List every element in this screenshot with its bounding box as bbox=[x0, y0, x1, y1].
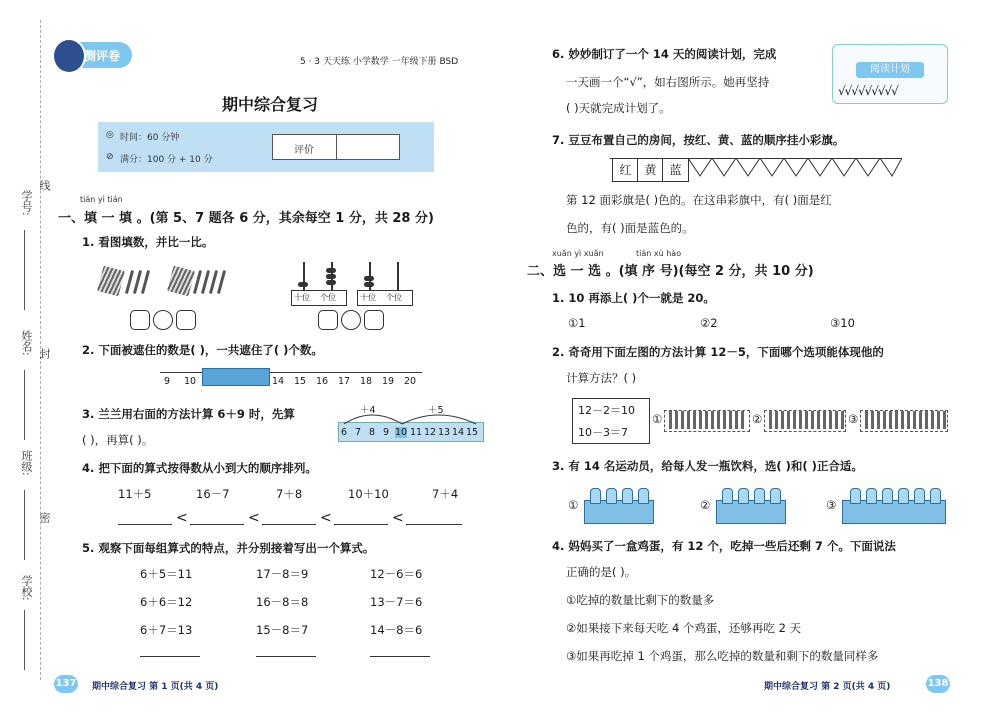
badge-label: 测评卷 bbox=[84, 49, 121, 63]
bottle-icon bbox=[738, 488, 749, 504]
class-label: 班级: bbox=[20, 450, 33, 476]
stick-icon bbox=[699, 411, 702, 429]
s2q2-text-2: 计算方法？( ) bbox=[566, 371, 637, 385]
stick-icon bbox=[793, 411, 796, 429]
binding-margin bbox=[0, 0, 51, 711]
student-id-line bbox=[24, 230, 25, 310]
stick-icon bbox=[907, 411, 910, 429]
stick-icon bbox=[823, 411, 826, 429]
less-than-sign: < bbox=[176, 510, 188, 526]
sticks-option-1 bbox=[664, 410, 750, 432]
flag-blue: 蓝 bbox=[662, 158, 689, 182]
ones-label: 个位 bbox=[320, 293, 336, 302]
bottle-icon bbox=[770, 488, 781, 504]
stick-icon bbox=[919, 411, 922, 429]
answer-blank[interactable] bbox=[256, 656, 316, 657]
section2-title: 二、选 一 选 。(填 序 号)(每空 2 分，共 10 分) bbox=[527, 264, 814, 279]
stick-icon bbox=[871, 411, 874, 429]
q5-text: 5. 观察下面每组算式的特点，并分别接着写出一个算式。 bbox=[82, 541, 375, 555]
bottle-icon bbox=[850, 488, 861, 504]
stick-icon bbox=[865, 411, 868, 429]
q5-eq: 15－8＝7 bbox=[256, 623, 309, 637]
stick-icon bbox=[687, 411, 690, 429]
section1-pinyin: tián yì tián bbox=[80, 195, 123, 204]
tick-label: 9 bbox=[164, 376, 171, 387]
less-than-sign: < bbox=[320, 510, 332, 526]
clock-icon: ◎ bbox=[106, 130, 114, 140]
stick-icon bbox=[925, 411, 928, 429]
q3-text-2: ( )，再算( )。 bbox=[82, 433, 154, 447]
q5-eq: 13－7＝6 bbox=[370, 595, 423, 609]
school-line bbox=[24, 610, 25, 670]
stick-bundle-icon bbox=[167, 266, 195, 297]
s2q4-text-2: 正确的是( )。 bbox=[566, 565, 637, 579]
tick-label: 18 bbox=[360, 376, 373, 387]
bind-mark-mi: 密 bbox=[38, 512, 51, 523]
stick-icon bbox=[693, 411, 696, 429]
stick-icon bbox=[835, 411, 838, 429]
q5-eq: 17－8＝9 bbox=[256, 567, 309, 581]
stick-icon bbox=[741, 411, 744, 429]
s2q1-opt: ①1 bbox=[568, 316, 586, 330]
calc-line-2: 10－3＝7 bbox=[578, 426, 628, 439]
bind-mark-feng: 封 bbox=[38, 348, 51, 359]
stick-icon bbox=[841, 411, 844, 429]
s2q4-text-1: 4. 妈妈买了一盒鸡蛋，有 12 个，吃掉一些后还剩 7 个。下面说法 bbox=[552, 539, 896, 553]
stick-icon bbox=[787, 411, 790, 429]
stick-icon bbox=[811, 411, 814, 429]
q4-expr: 10＋10 bbox=[348, 487, 389, 501]
q4-text: 4. 把下面的算式按得数从小到大的顺序排列。 bbox=[82, 461, 317, 475]
q5-eq: 6＋7＝13 bbox=[140, 623, 193, 637]
strip-number: 15 bbox=[466, 427, 479, 438]
tick-label: 15 bbox=[294, 376, 307, 387]
ones-label: 个位 bbox=[386, 293, 402, 302]
strip-number-highlight: 10 bbox=[395, 427, 408, 438]
calc-line-1: 12－2＝10 bbox=[578, 404, 635, 417]
answer-blank[interactable] bbox=[370, 656, 430, 657]
abacus-bead bbox=[326, 274, 336, 279]
q4-expr: 16－7 bbox=[196, 487, 230, 501]
stick-icon bbox=[769, 411, 772, 429]
tick-label: 17 bbox=[338, 376, 351, 387]
stick-icon bbox=[705, 411, 708, 429]
strip-number: 9 bbox=[383, 427, 390, 438]
strip-number: 11 bbox=[410, 427, 423, 438]
stick-icon bbox=[805, 411, 808, 429]
abacus-bead bbox=[364, 282, 374, 287]
q5-eq: 6＋5＝11 bbox=[140, 567, 193, 581]
stick-icon bbox=[735, 411, 738, 429]
strip-number: 8 bbox=[369, 427, 376, 438]
q2-text: 2. 下面被遮住的数是( )，一共遮住了( )个数。 bbox=[82, 343, 323, 357]
s2q2-text-1: 2. 奇奇用下面左图的方法计算 12－5，下面哪个选项能体现他的 bbox=[552, 345, 884, 359]
q5-eq: 16－8＝8 bbox=[256, 595, 309, 609]
stick-icon bbox=[889, 411, 892, 429]
q5-eq: 12－6＝6 bbox=[370, 567, 423, 581]
answer-blank[interactable] bbox=[190, 524, 244, 525]
abacus-bead bbox=[298, 282, 308, 287]
q1-text: 1. 看图填数，并比一比。 bbox=[82, 235, 214, 249]
stick-icon bbox=[895, 411, 898, 429]
flag-red: 红 bbox=[612, 158, 639, 182]
stick-icon bbox=[817, 411, 820, 429]
arc-label: ＋4 bbox=[360, 405, 376, 416]
stick-icon bbox=[877, 411, 880, 429]
s2q1-text: 1. 10 再添上( )个一就是 20。 bbox=[552, 291, 715, 305]
sticks-option-2 bbox=[764, 410, 846, 432]
stick-icon bbox=[931, 411, 934, 429]
stick-icon bbox=[937, 411, 940, 429]
bottle-icon bbox=[882, 488, 893, 504]
answer-box[interactable] bbox=[364, 310, 384, 330]
stick-icon bbox=[141, 270, 150, 294]
s2q1-opt: ②2 bbox=[700, 316, 718, 330]
covered-numbers-bar bbox=[202, 368, 270, 386]
sticks-option-3 bbox=[860, 410, 948, 432]
stick-icon bbox=[681, 411, 684, 429]
q4-expr: 7＋4 bbox=[432, 487, 459, 501]
answer-blank[interactable] bbox=[140, 656, 200, 657]
less-than-sign: < bbox=[248, 510, 260, 526]
check-icon: ⊘ bbox=[106, 152, 114, 162]
strip-number: 6 bbox=[341, 427, 348, 438]
strip-number: 13 bbox=[438, 427, 451, 438]
flag-yellow: 黄 bbox=[637, 158, 664, 182]
series-header: 5 · 3 天天练 小学数学 一年级下册 BSD bbox=[300, 57, 459, 67]
bottle-icon bbox=[722, 488, 733, 504]
s2q2-opt: ② bbox=[752, 412, 763, 426]
s2q4-opt-2: ②如果接下来每天吃 4 个鸡蛋，还够再吃 2 天 bbox=[566, 621, 802, 635]
s2q4-opt-1: ①吃掉的数量比剩下的数量多 bbox=[566, 593, 715, 607]
number-line bbox=[160, 372, 422, 373]
stick-icon bbox=[829, 411, 832, 429]
q7-text-3: 色的，有( )面是蓝色的。 bbox=[566, 221, 694, 235]
abacus-base bbox=[291, 290, 347, 306]
q5-eq: 6＋6＝12 bbox=[140, 595, 193, 609]
q3-text-1: 3. 兰兰用右面的方法计算 6＋9 时，先算 bbox=[82, 407, 295, 421]
tick-label: 14 bbox=[272, 376, 285, 387]
stick-icon bbox=[675, 411, 678, 429]
abacus-bead bbox=[326, 268, 336, 273]
stick-icon bbox=[913, 411, 916, 429]
s2q2-opt: ① bbox=[652, 412, 663, 426]
stick-icon bbox=[729, 411, 732, 429]
reading-plan-title: 阅读计划 bbox=[856, 62, 924, 78]
compare-circle[interactable] bbox=[341, 310, 361, 330]
footer-right-text: 期中综合复习 第 2 页(共 4 页) bbox=[764, 682, 891, 692]
tick-label: 16 bbox=[316, 376, 329, 387]
s2q3-opt: ① bbox=[568, 498, 579, 512]
school-label: 学校: bbox=[20, 575, 33, 601]
less-than-sign: < bbox=[392, 510, 404, 526]
class-line bbox=[24, 490, 25, 560]
time-limit: 时间：60 分钟 bbox=[120, 133, 180, 143]
name-line bbox=[24, 370, 25, 440]
stick-icon bbox=[781, 411, 784, 429]
stick-icon bbox=[711, 411, 714, 429]
q4-expr: 7＋8 bbox=[276, 487, 303, 501]
strip-number: 14 bbox=[452, 427, 465, 438]
s2q4-opt-3: ③如果再吃掉 1 个鸡蛋，那么吃掉的数量和剩下的数量同样多 bbox=[566, 649, 879, 663]
reading-plan-checks: √√√√√√√√√ bbox=[838, 84, 898, 98]
section2-pinyin-2: tián xù hào bbox=[636, 249, 682, 258]
footer-left-text: 期中综合复习 第 1 页(共 4 页) bbox=[92, 682, 219, 692]
bind-mark-xian: 线 bbox=[38, 180, 51, 191]
abacus-rod bbox=[397, 262, 399, 290]
q7-text: 7. 豆豆布置自己的房间，按红、黄、蓝的顺序挂小彩旗。 bbox=[552, 133, 845, 147]
stick-icon bbox=[943, 411, 946, 429]
bottle-icon bbox=[866, 488, 877, 504]
answer-box[interactable] bbox=[130, 310, 150, 330]
eval-divider bbox=[336, 134, 337, 160]
stick-icon bbox=[723, 411, 726, 429]
compare-circle[interactable] bbox=[153, 310, 173, 330]
q6-text-1: 6. 妙妙制订了一个 14 天的阅读计划，完成 bbox=[552, 47, 777, 61]
section1-title: 一、填 一 填 。(第 5、7 题各 6 分，其余每空 1 分，共 28 分) bbox=[58, 211, 434, 226]
stick-icon bbox=[883, 411, 886, 429]
tick-label: 20 bbox=[404, 376, 417, 387]
tick-label: 10 bbox=[184, 376, 197, 387]
abacus-bead bbox=[326, 280, 336, 285]
stick-icon bbox=[901, 411, 904, 429]
s2q3-text: 3. 有 14 名运动员，给每人发一瓶饮料，选( )和( )正合适。 bbox=[552, 459, 863, 473]
stick-icon bbox=[217, 270, 226, 294]
bottle-icon bbox=[622, 488, 633, 504]
s2q1-opt: ③10 bbox=[830, 316, 855, 330]
q4-expr: 11＋5 bbox=[118, 487, 152, 501]
answer-box[interactable] bbox=[318, 310, 338, 330]
bottle-icon bbox=[754, 488, 765, 504]
bottle-icon bbox=[914, 488, 925, 504]
s2q3-opt: ③ bbox=[826, 498, 837, 512]
q7-text-2: 第 12 面彩旗是( )色的。在这串彩旗中，有( )面是红 bbox=[566, 193, 832, 207]
strip-number: 7 bbox=[355, 427, 362, 438]
arc-label: ＋5 bbox=[428, 405, 444, 416]
student-id-label: 学号: bbox=[20, 190, 33, 216]
stick-icon bbox=[799, 411, 802, 429]
bottle-icon bbox=[898, 488, 909, 504]
answer-blank[interactable] bbox=[262, 524, 316, 525]
strip-number: 12 bbox=[424, 427, 437, 438]
s2q2-opt: ③ bbox=[848, 412, 859, 426]
answer-box[interactable] bbox=[176, 310, 196, 330]
stick-icon bbox=[775, 411, 778, 429]
s2q3-opt: ② bbox=[700, 498, 711, 512]
section2-pinyin-1: xuǎn yì xuǎn bbox=[552, 249, 604, 258]
mascot-icon bbox=[52, 38, 86, 74]
answer-blank[interactable] bbox=[406, 524, 462, 525]
page-number-left: 137 bbox=[54, 675, 78, 693]
answer-blank[interactable] bbox=[118, 524, 172, 525]
blank-flags bbox=[688, 158, 902, 180]
answer-blank[interactable] bbox=[334, 524, 388, 525]
q5-eq: 14－8＝6 bbox=[370, 623, 423, 637]
tens-label: 十位 bbox=[360, 293, 376, 302]
full-score: 满分：100 分 + 10 分 bbox=[120, 155, 213, 165]
page-title: 期中综合复习 bbox=[221, 95, 318, 114]
stick-bundle-icon bbox=[97, 266, 125, 297]
bottle-icon bbox=[590, 488, 601, 504]
q6-text-2: 一天画一个“√”，如右图所示。她再坚持 bbox=[566, 75, 770, 89]
bottle-icon bbox=[638, 488, 649, 504]
abacus-bead bbox=[364, 276, 374, 281]
abacus-base bbox=[357, 290, 413, 306]
bottle-icon bbox=[606, 488, 617, 504]
name-label: 姓名: bbox=[20, 330, 33, 356]
q6-text-3: ( )天就完成计划了。 bbox=[566, 101, 671, 115]
bottle-icon bbox=[930, 488, 941, 504]
stick-icon bbox=[669, 411, 672, 429]
tens-label: 十位 bbox=[294, 293, 310, 302]
eval-label: 评价 bbox=[294, 145, 314, 156]
stick-icon bbox=[717, 411, 720, 429]
tick-label: 19 bbox=[382, 376, 395, 387]
page-number-right: 138 bbox=[926, 675, 950, 693]
